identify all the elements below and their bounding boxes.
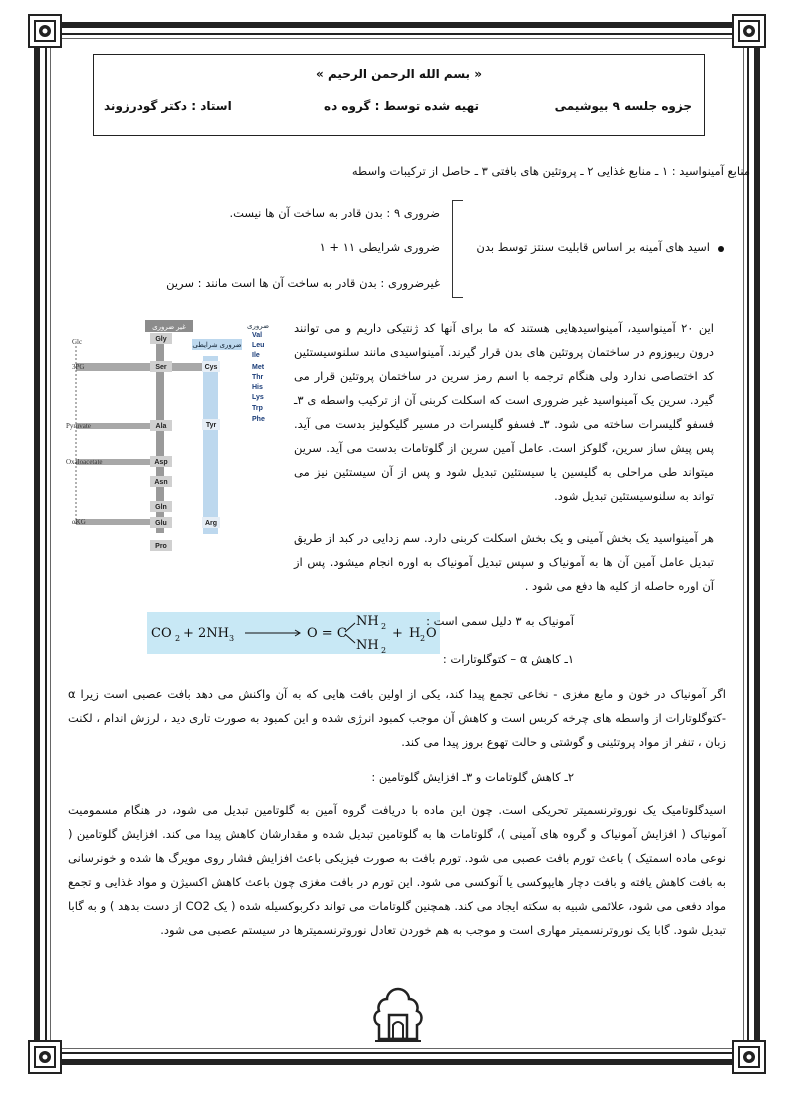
svg-text:Asp: Asp (154, 459, 168, 466)
svg-text:Trp: Trp (252, 405, 263, 412)
paragraph-2: هر آمینواسید یک بخش آمینی و یک بخش اسکلت کربنی دارد. سم زدایی در کبد از طریق تبدیل عامل آمین آن ها به آمونیاک و سپس تبدیل آمونیاک به اوره انجام میشود. پس از آن اوره حاصله از کلیه ها دفع می شود . (294, 531, 714, 593)
reason-1-title: ۱ـ کاهش α – کتوگلوتارات : (442, 652, 574, 666)
svg-text:Tyr: Tyr (205, 422, 217, 429)
corner-ornament-bottom-right (732, 1040, 766, 1074)
svg-text:Cys: Cys (204, 364, 218, 371)
header-box (93, 54, 705, 136)
legend-nonessential-label: غیر ضروری (152, 324, 186, 331)
svg-text:Asn: Asn (154, 479, 168, 486)
legend-conditional-label: ضروری شرایطی (192, 342, 242, 349)
svg-text:αKG: αKG (72, 518, 86, 526)
svg-text:NH: NH (356, 638, 379, 653)
svg-text:Arg: Arg (204, 520, 218, 527)
class-nonessential: غیرضروری : بدن قادر به ساخت آن ها است مانند : سرین (166, 276, 440, 290)
svg-text:O = C: O = C (307, 626, 347, 641)
svg-text:3: 3 (229, 634, 235, 643)
corner-ornament-bottom-left (28, 1040, 62, 1074)
svg-text:2: 2 (381, 646, 387, 654)
svg-text:+: + (392, 626, 403, 641)
teacher-name: استاد : دکتر گودرزوند (104, 99, 232, 113)
svg-text:His: His (252, 384, 263, 391)
class-conditional: ضروری شرایطی ۱۱ + ۱ (319, 240, 440, 254)
prepared-by: تهیه شده توسط : گروه ده (323, 99, 479, 113)
svg-text:Pro: Pro (155, 543, 167, 550)
svg-text:2: 2 (381, 622, 387, 631)
svg-text:Glu: Glu (155, 520, 167, 527)
legend-essential-label: ضروری (246, 323, 270, 330)
svg-text:Leu: Leu (252, 342, 265, 349)
svg-text:Lys: Lys (252, 394, 264, 401)
svg-text:+ 2NH: + 2NH (183, 626, 230, 641)
svg-text:Gln: Gln (155, 504, 167, 511)
svg-text:3PG: 3PG (72, 363, 85, 371)
session-title: جزوه جلسه ۹ بیوشیمی (554, 99, 692, 113)
svg-text:2: 2 (175, 634, 181, 643)
amino-acid-diagram (66, 316, 286, 556)
conditional-column (203, 356, 218, 534)
svg-text:NH: NH (356, 614, 379, 629)
svg-text:Thr: Thr (252, 374, 264, 381)
svg-text:Oxaloacetate: Oxaloacetate (66, 458, 103, 466)
classification-bullet-text: اسید های آمینه بر اساس قابلیت سنتز توسط بدن (476, 240, 710, 254)
svg-text:Ile: Ile (252, 352, 260, 359)
svg-text:O: O (426, 626, 437, 641)
paragraph-4: اسیدگلوتامیک یک نوروترنسمیتر تحریکی است. چون این ماده با دریافت گروه آمین به گلوتامین تبدیل می شود، در هنگام مسمومیت آمونیاک ( افزایش آمونیاک و گروه های آمینی )، گلوتامات ها به گلوتامین تبدیل شده و مقدارشان کاهش پیدا می کند. افزایش گلوتامین ( نوعی ماده اسمتیک ) باعث تورم بافت عصبی می شود. تورم بافت به صورت فیزیکی باعث افزایش فشار روی مویرگ ها شده و خونرسانی به بافت کاهش یافته و بافت دچار هایپوکسی یا آنوکسی می شود. این تورم در بافت مغزی چون باعث کاهش اکسیژن و مواد غذایی و تجمع مواد دفعی می شود، علائمی شبیه به سکته ایجاد می کند. همچنین گلوتامات می تواند دکربوکسیله شده ( یک CO2 از دست بدهد ) و به گابا تبدیل شود. گابا یک نوروترنسمیتر مهاری است و موجب به هم خوردن تعادل نوروترنسمیترها در سیستم عصبی می شود. (68, 803, 726, 937)
university-logo (369, 985, 427, 1045)
svg-text:CO: CO (151, 626, 172, 641)
corner-ornament-top-right (732, 14, 766, 48)
svg-text:Ala: Ala (155, 423, 167, 430)
svg-text:Met: Met (252, 364, 265, 371)
sources-line: منابع آمینواسید : ۱ ـ منابع غذایی ۲ ـ پروتئین های بافتی ۳ ـ حاصل از ترکیبات واسطه (351, 164, 750, 178)
svg-text:2: 2 (420, 634, 426, 643)
svg-text:Glc: Glc (72, 338, 83, 346)
svg-text:H: H (409, 626, 421, 641)
bullet-dot (718, 246, 724, 252)
class-essential: ضروری ۹ : بدن قادر به ساخت آن ها نیست. (229, 206, 440, 220)
brace (452, 200, 463, 298)
corner-ornament-top-left (28, 14, 62, 48)
paragraph-3: اگر آمونیاک در خون و مایع مغزی - نخاعی تجمع پیدا کند، یکی از اولین بافت هایی که به آن واکنش می دهد بافت عصبی است زیرا α -کتوگلوتارات از واسطه های چرخه کربس است و کاهش آن موجب کمبود انرژی شده و این کمبود به صورت تاری دید ، لرزش اندام ، لکنت زبان ، تنفر از مواد پروتئینی و گوشتی و حالت تهوع بروز پیدا می کند. (68, 687, 726, 749)
urea-equation (147, 612, 440, 654)
paragraph-1: این ۲۰ آمینواسید، آمینواسیدهایی هستند که ما برای آنها کد ژنتیکی داریم و می توانند درون ریبوزوم در ساختمان پروتئین های بدن قرار گیرند. آمینواسیدی مانند سلنوسیستئین کد اختصاصی ندارد ولی هنگام ترجمه با اسم رمز سرین در ساختمان پروتئین قرار می گیرد. سرین یک آمینواسید غیر ضروری است که اسکلت کربنی آن از ترکیب واسطه ی ۳ـ فسفو گلیسرات ساخته می شود. ۳ـ فسفو گلیسرات در مسیر گلیکولیز بدست می آید. پس پیش ساز سرین، گلوکز است. عامل آمین سرین از گلوتامات بدست می آید. سرین میتواند طی مراحلی به گلیسین یا سیستئین تبدیل شود و پس از آن سیستئین نیز می تواند به سلنوسیستئین تبدیل شود. (294, 321, 715, 503)
bismillah: « بسم الله الرحمن الرحيم » (316, 67, 482, 81)
svg-text:Phe: Phe (252, 416, 265, 423)
reason-2-3-title: ۲ـ کاهش گلوتامات و ۳ـ افزایش گلوتامین : (371, 770, 574, 784)
toxicity-intro: آمونیاک به ۳ دلیل سمی است : (426, 614, 574, 628)
svg-text:Gly: Gly (155, 336, 167, 343)
essential-list (252, 332, 265, 423)
svg-text:Val: Val (252, 332, 263, 339)
svg-text:Ser: Ser (155, 364, 167, 371)
svg-text:Pyruvate: Pyruvate (66, 422, 91, 430)
